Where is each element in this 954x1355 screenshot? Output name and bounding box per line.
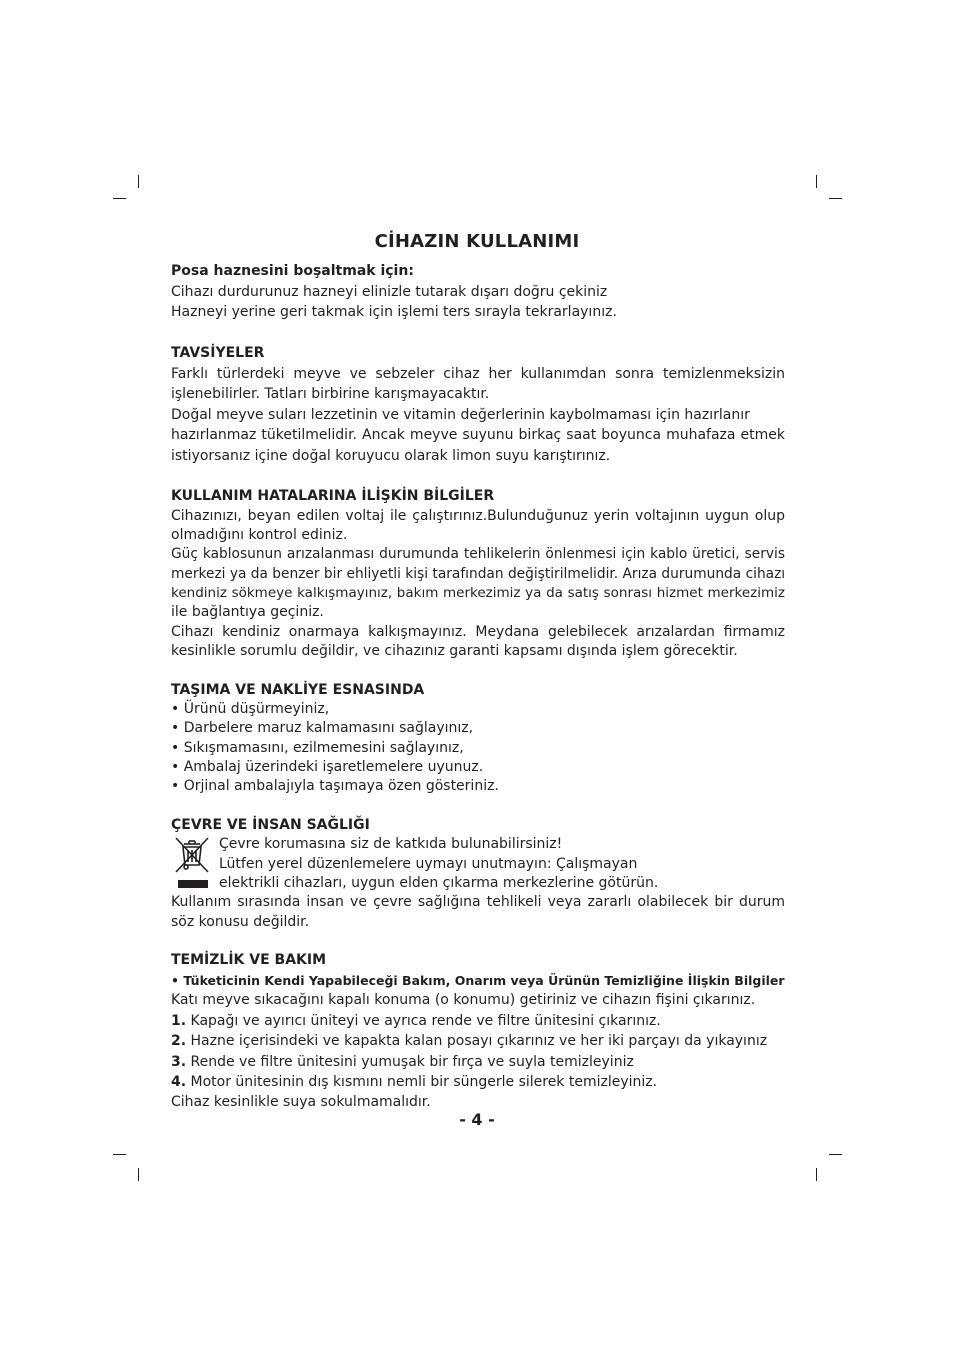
text-line: işlenebilirler. Tatları birbirine karışmayacaktır. <box>171 386 490 402</box>
bullet-item: • Darbelere maruz kalmamasını sağlayınız, <box>171 720 474 736</box>
page-title: CİHAZIN KULLANIMI <box>374 231 580 252</box>
section-heading-temizlik: TEMİZLİK VE BAKIM <box>171 952 327 968</box>
text-line: ile bağlantıya geçiniz. <box>171 604 324 620</box>
crop-mark <box>113 198 126 199</box>
step-number: 1. <box>171 1013 187 1029</box>
crop-mark <box>816 1168 817 1181</box>
section-heading-posa: Posa haznesini boşaltmak için: <box>171 263 414 279</box>
section-heading-cevre: ÇEVRE VE İNSAN SAĞLIĞI <box>171 817 370 833</box>
crop-mark <box>138 175 139 188</box>
section-heading-tasima: TAŞIMA VE NAKLİYE ESNASINDA <box>171 682 425 698</box>
text-line: hazırlanmaz tüketilmelidir. Ancak meyve suyunu birkaç saat boyunca muhafaza etmek <box>171 427 785 443</box>
text-line: Doğal meyve suları lezzetinin ve vitamin değerlerinin kaybolmaması için hazırlanır <box>171 407 750 423</box>
crop-mark <box>829 198 842 199</box>
numbered-step <box>171 1053 634 1072</box>
crop-mark <box>829 1154 842 1155</box>
numbered-step <box>171 1012 661 1031</box>
text-line: Katı meyve sıkacağını kapalı konuma (o konumu) getiriniz ve cihazın fişini çıkarınız. <box>171 992 756 1008</box>
step-text: Motor ünitesinin dış kısmını nemli bir süngerle silerek temizleyiniz. <box>186 1074 658 1090</box>
text-line: Güç kablosunun arızalanması durumunda tehlikelerin önlenmesi için kablo üretici, servis <box>171 546 785 562</box>
step-text: Hazne içerisindeki ve kapakta kalan posayı çıkarınız ve her iki parçayı da yıkayınız <box>186 1033 768 1049</box>
text-line: istiyorsanız içine doğal koruyucu olarak limon suyu karıştırınız. <box>171 448 611 464</box>
text-line: Cihazınızı, beyan edilen voltaj ile çalıştırınız.Bulunduğunuz yerin voltajının uygun olup <box>171 508 785 524</box>
section-heading-tavsiyeler: TAVSİYELER <box>171 345 265 361</box>
crop-mark <box>113 1154 126 1155</box>
section-heading-kullanim-hatalari: KULLANIM HATALARINA İLİŞKİN BİLGİLER <box>171 488 495 504</box>
bullet-item: • Ürünü düşürmeyiniz, <box>171 701 330 717</box>
bullet-item: • Orjinal ambalajıyla taşımaya özen gösteriniz. <box>171 778 499 794</box>
bullet-item: • Sıkışmamasını, ezilmemesini sağlayınız, <box>171 740 464 756</box>
bullet-item: • Ambalaj üzerindeki işaretlemelere uyunuz. <box>171 759 484 775</box>
text-line: kesinlikle sorumlu değildir, ve cihazınız garanti kapsamı dışında işlem görecektir. <box>171 643 738 659</box>
text-line: Farklı türlerdeki meyve ve sebzeler cihaz her kullanımdan sonra temizlenmeksizin <box>171 366 785 382</box>
crop-mark <box>138 1168 139 1181</box>
text-line: söz konusu değildir. <box>171 914 310 930</box>
text-line: Cihazı kendiniz onarmaya kalkışmayınız. Meydana gelebilecek arızalardan firmamız <box>171 624 785 640</box>
crossed-out-wheelie-bin-icon <box>173 835 211 891</box>
text-line: Lütfen yerel düzenlemelere uymayı unutmayın: Çalışmayan <box>219 856 638 872</box>
text-line: Çevre korumasına siz de katkıda bulunabilirsiniz! <box>219 836 563 852</box>
subheading-bakim-bilgileri: • Tüketicinin Kendi Yapabileceği Bakım, Onarım veya Ürünün Temizliğine İlişkin Bilgiler <box>171 973 785 988</box>
step-text: Rende ve filtre ünitesini yumuşak bir fırça ve suyla temizleyiniz <box>186 1054 634 1070</box>
crop-mark <box>816 175 817 188</box>
text-line: elektrikli cihazları, uygun elden çıkarma merkezlerine götürün. <box>219 875 659 891</box>
text-line: Cihazı durdurunuz hazneyi elinizle tutarak dışarı doğru çekiniz <box>171 284 608 300</box>
text-line: merkezi ya da benzer bir ehliyetli kişi tarafından değiştirilmelidir. Arıza durumunda cihazı <box>171 566 786 582</box>
text-line: olmadığını kontrol ediniz. <box>171 527 348 543</box>
step-number: 3. <box>171 1054 187 1070</box>
text-line: kendiniz sökmeye kalkışmayınız, bakım merkezimiz ya da satış sonrası hizmet merkezimiz <box>171 585 785 601</box>
numbered-step <box>171 1073 657 1092</box>
numbered-step <box>171 1032 767 1051</box>
step-text: Kapağı ve ayırıcı üniteyi ve ayrıca rende ve filtre ünitesini çıkarınız. <box>186 1013 661 1029</box>
step-number: 2. <box>171 1033 187 1049</box>
text-line: Cihaz kesinlikle suya sokulmamalıdır. <box>171 1094 431 1110</box>
page-number: - 4 - <box>459 1110 495 1129</box>
text-line: Kullanım sırasında insan ve çevre sağlığına tehlikeli veya zararlı olabilecek bir durum <box>171 894 785 910</box>
step-number: 4. <box>171 1074 187 1090</box>
text-line: Hazneyi yerine geri takmak için işlemi ters sırayla tekrarlayınız. <box>171 304 617 320</box>
